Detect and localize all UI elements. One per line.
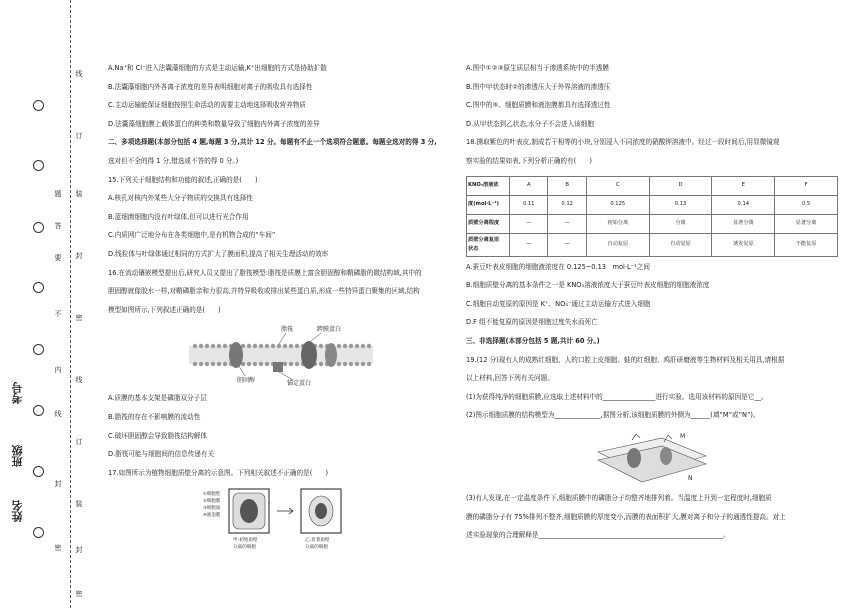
q18-stem-line2: 察实验的结果如表,下列分析正确的有( ) (466, 156, 592, 165)
caption-initial: 甲:初始质壁 (233, 538, 258, 544)
label-vacuole-membrane: ④液泡膜 (203, 513, 221, 519)
q18-option-d: D.F 组不能复原的原因是细胞过度失水而死亡 (466, 318, 598, 327)
table-cell: — (548, 233, 586, 256)
table-cell: 自动复原 (649, 233, 712, 256)
q16-stem-line2: 胆固醇就像胶水一样,对鞘磷脂亲和力很高,并特异吸收或排出某些蛋白质,形成一些特异蛋白聚集的区域,结构 (108, 287, 420, 296)
side-m-label: M (680, 432, 686, 440)
q19-part3: (3)有人发现,在一定温度条件下,细胞质膜中的磷脂分子均整齐地排列着。当温度上升到一定程度时,细胞质 (466, 493, 772, 502)
raft-label: 脂筏 (281, 326, 294, 334)
binding-dashed-line (70, 0, 71, 608)
q15-option-d: D.线粒体与叶绿体通过相同的方式扩大了膜面积,提高了相关生理活动的效率 (108, 249, 329, 258)
table-col-header: D (649, 176, 712, 195)
q18-stem: 18.撕取紫色的叶表皮,制成若干相等的小块,分别浸入不同浓度的硝酸钾溶液中。经过一段时间后,用显微镜观 (466, 138, 780, 147)
notice-word: 密 (54, 544, 62, 552)
q15-option-b: B.蓝细菌细胞内没有叶绿体,但可以进行光合作用 (108, 212, 249, 221)
binding-hole-circle (33, 282, 44, 293)
table-cell: 0.14 (712, 195, 775, 214)
class-field-label: 班级 (11, 445, 24, 467)
table-cell: — (548, 214, 586, 233)
table-cell: 初始分离 (586, 214, 649, 233)
table-header-recovery (467, 233, 510, 256)
notice-word: 内 (54, 366, 62, 374)
binding-hole-circle (33, 405, 44, 416)
seal-word: 密 (75, 314, 83, 322)
binding-hole-circle (33, 222, 44, 233)
table-row (467, 214, 838, 233)
label-cell-wall: ①细胞壁 (203, 492, 221, 498)
table-cell: 0.125 (586, 195, 649, 214)
kno3-table (466, 176, 838, 257)
q15-option-c: C.内质网广泛地分布在各类细胞中,是有机物合成的“车间” (108, 231, 276, 240)
plasmolysis-figure (201, 487, 361, 551)
table-cell: — (510, 233, 548, 256)
section3-title: 三、非选择题(本部分包括 5 题,共计 60 分。) (466, 336, 600, 345)
table-header-degree: 质壁分离程度 (467, 214, 510, 233)
binding-hole-circle (33, 100, 44, 111)
seal-word: 密 (75, 590, 83, 598)
seal-word: 线 (75, 70, 83, 78)
lipid-raft-figure (181, 324, 381, 386)
binding-hole-circle (33, 466, 44, 477)
q14-option-b: B.法囊藻细胞内外各离子浓度的差异表明细胞对离子的吸收具有选择性 (108, 82, 313, 91)
table-cell: 0.12 (548, 195, 586, 214)
q18-option-c: C.细胞自动复原的原因是 K⁺、NO₃⁻通过主动运输方式进入细胞 (466, 299, 651, 308)
q19-part1: (1)为获得纯净的细胞质膜,应选取上述材料中的________________进行实验。选用该材料的原因是它__。 (466, 392, 768, 401)
cholesterol-label: 胆固醇 (237, 377, 256, 385)
notice-word: 答 (54, 222, 62, 230)
table-col-header: C (586, 176, 649, 195)
recovery-label-2: 状态 (468, 245, 479, 252)
q18-option-b: B.细胞质壁分离的基本条件之一是 KNO₃溶液浓度大于蚕豆叶表皮细胞的细胞液浓度 (466, 281, 710, 290)
table-cell: 诱发复原 (712, 233, 775, 256)
q18-option-a: A.蚕豆叶表皮细胞的细胞液浓度在 0.125~0.13 mol·L⁻¹之间 (466, 262, 650, 271)
q19-stem-line2: 以上材料,回答下列有关问题。 (466, 374, 554, 383)
label-cell-membrane: ②细胞膜 (203, 499, 221, 505)
table-cell: 显著分离 (712, 214, 775, 233)
seal-word: 线 (75, 376, 83, 384)
q14-option-d: D.法囊藻细胞膜上载体蛋白的种类和数量导致了细胞内外离子浓度的差异 (108, 119, 320, 128)
table-col-header: B (548, 176, 586, 195)
q19-part2: (2)图示细胞质膜的结构模型为______________,据图分析,该细胞质膜的外侧为______(填“M”或“N”)。 (466, 411, 760, 420)
q17-stem: 17.如图所示为植物细胞质壁分离的示意图。下列相关叙述不正确的是( ) (108, 468, 329, 477)
caption-initial-2: 分离的细胞 (233, 545, 256, 551)
caption-marked: 乙:显著质壁 (305, 538, 330, 544)
name-field-label: 姓名 (11, 500, 24, 522)
seal-word: 封 (75, 252, 83, 260)
table-cell: 0.5 (775, 195, 838, 214)
notice-word: 要 (54, 254, 62, 262)
left-column (108, 64, 454, 559)
seal-word: 订 (75, 132, 83, 140)
caption-marked-2: 分离的细胞 (305, 545, 328, 551)
table-cell: 显著分离 (775, 214, 838, 233)
q14-option-a: A.Na⁺和 Cl⁻进入法囊藻细胞的方式是主动运输,K⁺出细胞的方式是协助扩散 (108, 64, 327, 72)
binding-margin (0, 0, 88, 608)
q17-option-b: B.图中甲状态时②的渗透压大于外界溶液的渗透压 (466, 82, 611, 91)
q17-option-d: D.从甲状态到乙状态,水分子不会进入该细胞 (466, 119, 594, 128)
section2-title: 二、多项选择题(本部分包括 4 题,每题 3 分,共计 12 分。每题有不止一个选项符合题意。每题全选对的得 3 分, (108, 138, 437, 147)
q16-stem: 16.在流动镶嵌模型提出后,研究人员又提出了脂筏模型:脂筏是质膜上富含胆固醇和鞘磷脂的微结构域,其中的 (108, 268, 422, 277)
notice-word: 封 (54, 480, 62, 488)
table-cell: 自动复原 (586, 233, 649, 256)
q17-option-c: C.图中的⑤、细胞质膜和液泡膜都具有选择透过性 (466, 101, 611, 110)
binding-hole-circle (33, 527, 44, 538)
membrane-model-figure (592, 430, 712, 486)
q19-stem: 19.(12 分)现有人的成熟红细胞、人的口腔上皮细胞、蛙的红细胞、鸡肝研磨液等生物材料及相关用具,请根据 (466, 355, 785, 364)
q16-stem-line3: 模型如图所示,下列叙述正确的是( ) (108, 305, 221, 314)
notice-word: 线 (54, 410, 62, 418)
notice-word: 题 (54, 190, 62, 198)
table-col-header: F (775, 176, 838, 195)
side-n-label: N (688, 474, 693, 482)
table-cell: 不能复原 (775, 233, 838, 256)
table-header-unit: 度(mol·L⁻¹) (467, 195, 510, 214)
section2-title-cont: 选对但不全的得 1 分,错选或不答的得 0 分。) (108, 156, 239, 165)
seal-word: 封 (75, 546, 83, 554)
q16-option-a: A.质膜的基本支架是磷脂双分子层 (108, 394, 207, 403)
binding-hole-circle (33, 160, 44, 171)
table-header-conc: KNO₃溶液浓 (467, 176, 510, 195)
table-row (467, 176, 838, 195)
seal-word: 装 (75, 500, 83, 508)
q16-option-c: C.破坏胆固醇会导致脂筏结构解体 (108, 431, 208, 440)
binding-hole-circle (33, 344, 44, 355)
q15-stem: 15.下列关于细胞结构和功能的叙述,正确的是( ) (108, 175, 258, 184)
notice-word: 不 (54, 310, 62, 318)
q16-option-d: D.脂筏可能与细胞间的信息传递有关 (108, 450, 215, 459)
seal-word: 订 (75, 438, 83, 446)
label-cytoplasm: ③细胞质 (203, 506, 221, 512)
table-cell: 0.11 (510, 195, 548, 214)
table-row (467, 233, 838, 256)
table-cell: 0.13 (649, 195, 712, 214)
right-column (466, 64, 838, 550)
table-cell: 分离 (649, 214, 712, 233)
q17-option-a: A.图中①②③原生质层相当于渗透系统中的半透膜 (466, 64, 609, 72)
exam-no-field-label: 考号 (11, 382, 24, 404)
q15-option-a: A.核孔对核内外某些大分子物质的交换具有选择性 (108, 194, 253, 203)
transmembrane-protein-label: 跨膜蛋白 (317, 326, 342, 334)
table-col-header: E (712, 176, 775, 195)
q19-part3-line2: 膜的磷脂分子有 75%排列不整齐,细胞质膜的厚度变小,而膜的表面积扩大,膜对离子和分子的通透性提高。对上 (466, 512, 786, 521)
table-row (467, 195, 838, 214)
seal-word: 装 (75, 190, 83, 198)
anchor-protein-label: 锚定蛋白 (287, 380, 312, 387)
table-cell: — (510, 214, 548, 233)
table-col-header: A (510, 176, 548, 195)
q14-option-c: C.主动运输能保证细胞按照生命活动的需要主动地选择吸收营养物质 (108, 101, 306, 110)
recovery-label: 质壁分离复原 (468, 236, 500, 243)
q19-part3-line3: 述实验现象的合理解释是________________________________________________________。 (466, 531, 730, 540)
q16-option-b: B.脂筏的存在不影响膜的流动性 (108, 412, 201, 421)
